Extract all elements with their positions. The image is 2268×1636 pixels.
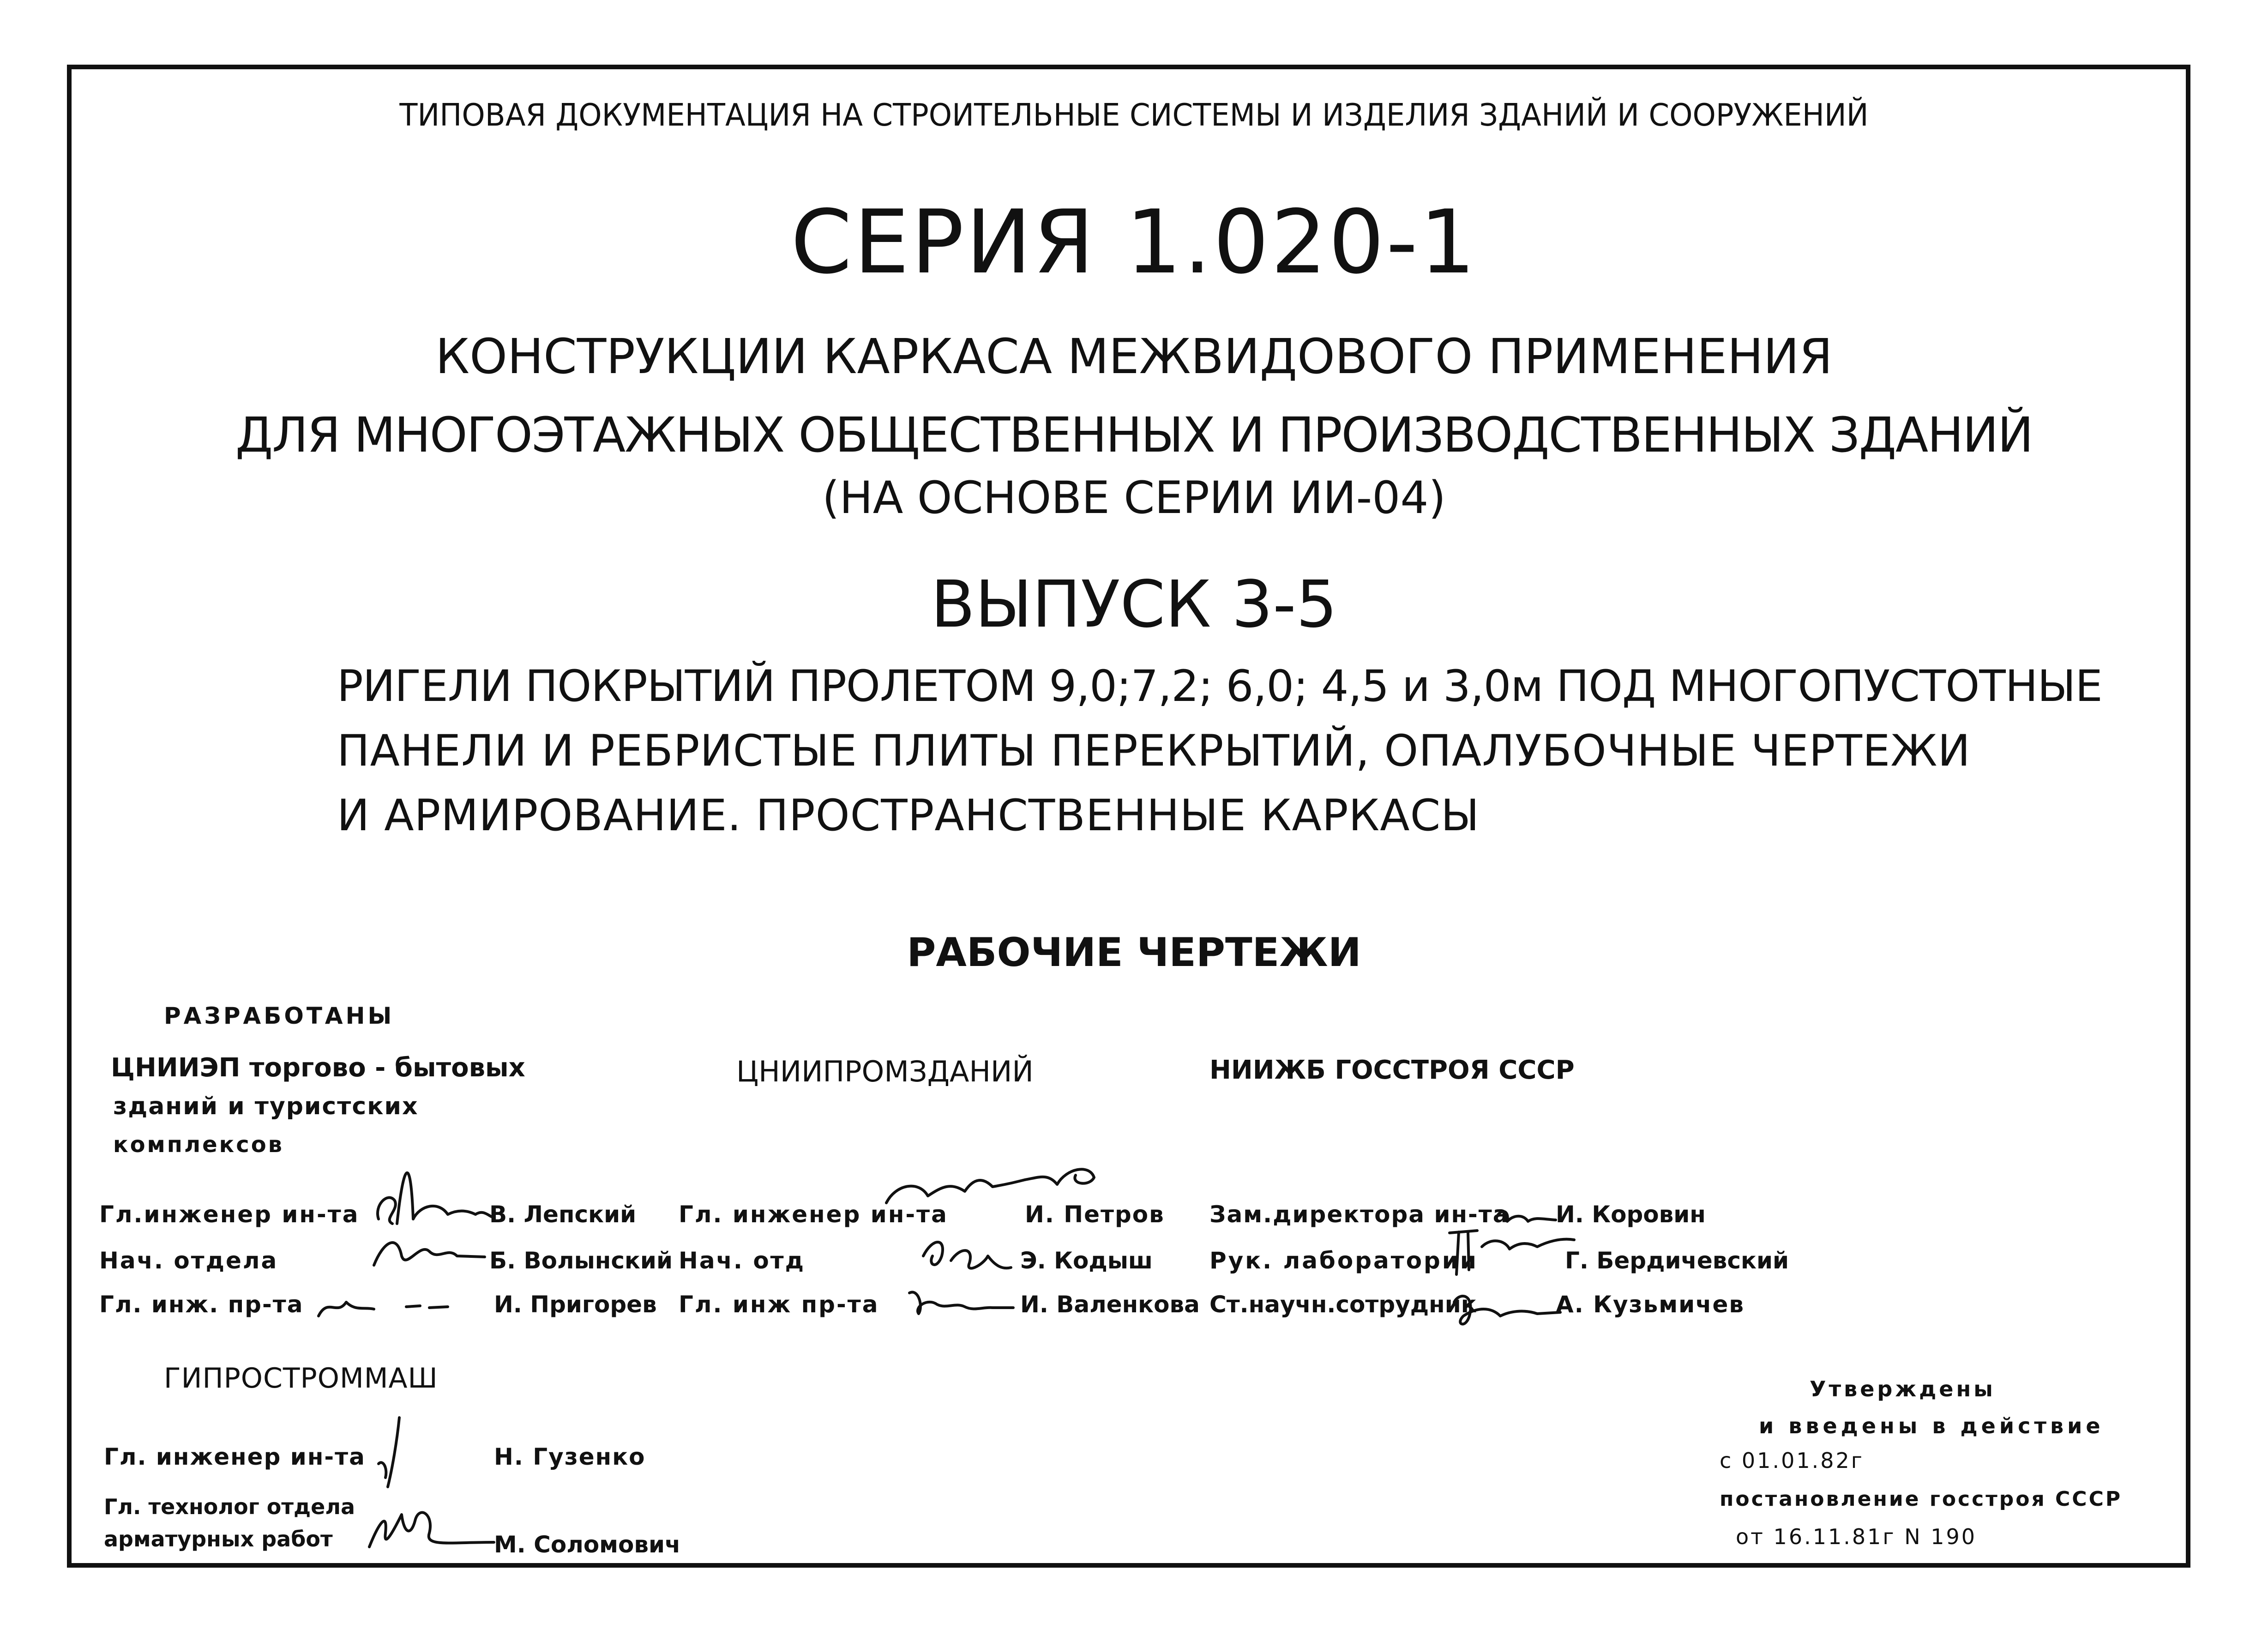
header-top-line: ТИПОВАЯ ДОКУМЕНТАЦИЯ НА СТРОИТЕЛЬНЫЕ СИСТЕМЫ И ИЗДЕЛИЯ ЗДАНИЙ И СООРУЖЕНИЙ — [399, 97, 1869, 133]
org1-staff-role-3: Гл. инж. пр-та — [99, 1291, 304, 1318]
issue-desc-line-2: ПАНЕЛИ И РЕБРИСТЫЕ ПЛИТЫ ПЕРЕКРЫТИЙ, ОПАЛУБОЧНЫЕ ЧЕРТЕЖИ — [337, 726, 1971, 776]
org1-staff-role-1: Гл.инженер ин-та — [99, 1201, 360, 1228]
org2-name: ЦНИИПРОМЗДАНИЙ — [736, 1055, 1034, 1088]
org1-staff-role-2: Нач. отдела — [99, 1247, 278, 1274]
org3-staff-role-3: Ст.научн.сотрудник — [1209, 1291, 1477, 1318]
org2-staff-role-1: Гл. инженер ин-та — [679, 1201, 948, 1228]
org4-staff-role-1: Гл. инженер ин-та — [104, 1443, 366, 1470]
org3-name: НИИЖБ ГОССТРОЯ СССР — [1209, 1055, 1575, 1085]
signature-solomovich — [360, 1496, 499, 1561]
signature-kodysh — [914, 1228, 1016, 1284]
org1-staff-name-3: И. Пригорев — [494, 1291, 657, 1318]
series-number: СЕРИЯ 1.020-1 — [790, 191, 1478, 293]
org4-staff-role-2: Гл. технолог отдела — [104, 1494, 355, 1519]
signature-petrov — [872, 1159, 1122, 1219]
org4-staff-name-1: Н. Гузенко — [494, 1443, 646, 1470]
org2-staff-name-3: И. Валенкова — [1020, 1291, 1200, 1318]
org2-staff-name-2: Э. Кодыш — [1020, 1247, 1153, 1274]
title-line-3: (НА ОСНОВЕ СЕРИИ ИИ-04) — [822, 472, 1446, 524]
org2-staff-role-3: Гл. инж пр-та — [679, 1291, 879, 1318]
title-line-2: ДЛЯ МНОГОЭТАЖНЫХ ОБЩЕСТВЕННЫХ И ПРОИЗВОДСТВЕННЫХ ЗДАНИЙ — [235, 407, 2033, 463]
org1-name-line-1: ЦНИИЭП торгово - бытовых — [111, 1053, 525, 1083]
working-drawings-label: РАБОЧИЕ ЧЕРТЕЖИ — [907, 930, 1361, 976]
signature-berdichevsky — [1440, 1219, 1579, 1284]
org1-name-line-2: зданий и туристских — [113, 1093, 419, 1120]
approval-line-3: с 01.01.82г — [1720, 1448, 1864, 1473]
signature-valenkova — [905, 1279, 1016, 1325]
org1-staff-name-1: В. Лепский — [489, 1201, 637, 1228]
org2-staff-name-1: И. Петров — [1025, 1201, 1165, 1228]
issue-desc-line-1: РИГЕЛИ ПОКРЫТИЙ ПРОЛЕТОМ 9,0;7,2; 6,0; 4,5 и 3,0м ПОД МНОГОПУСТОТНЫЕ — [337, 661, 2102, 712]
org4-staff-role-3: арматурных работ — [104, 1527, 333, 1551]
developed-label: РАЗРАБОТАНЫ — [164, 1002, 395, 1029]
org3-staff-name-3: А. Кузьмичев — [1556, 1291, 1745, 1318]
issue-label: ВЫПУСК 3-5 — [931, 567, 1337, 642]
approval-line-4: постановление госстроя СССР — [1720, 1487, 2123, 1511]
org3-staff-name-1: И. Коровин — [1556, 1201, 1706, 1228]
signature-volynsky — [369, 1224, 489, 1274]
approval-line-5: от 16.11.81г N 190 — [1736, 1524, 1977, 1549]
approval-line-1: Утверждены — [1810, 1376, 1996, 1401]
org3-staff-name-2: Г. Бердичевский — [1565, 1247, 1789, 1274]
approval-line-2: и введены в действие — [1759, 1413, 2104, 1438]
org1-name-line-3: комплексов — [113, 1132, 284, 1158]
title-line-1: КОНСТРУКЦИИ КАРКАСА МЕЖВИДОВОГО ПРИМЕНЕНИЯ — [435, 328, 1833, 385]
org1-staff-name-2: Б. Волынский — [489, 1247, 673, 1274]
org4-name: ГИПРОСТРОММАШ — [164, 1362, 438, 1395]
org3-staff-role-1: Зам.директора ин-та — [1209, 1201, 1510, 1228]
issue-desc-line-3: И АРМИРОВАНИЕ. ПРОСТРАНСТВЕННЫЕ КАРКАСЫ — [337, 791, 1480, 841]
org4-staff-name-3: М. Соломович — [494, 1531, 681, 1558]
org2-staff-role-2: Нач. отд — [679, 1247, 806, 1274]
org3-staff-role-2: Рук. лаборатории — [1209, 1247, 1478, 1274]
signature-kuzmichev — [1445, 1284, 1565, 1339]
signature-guzenko — [374, 1413, 411, 1491]
signature-prigorev — [314, 1288, 452, 1325]
